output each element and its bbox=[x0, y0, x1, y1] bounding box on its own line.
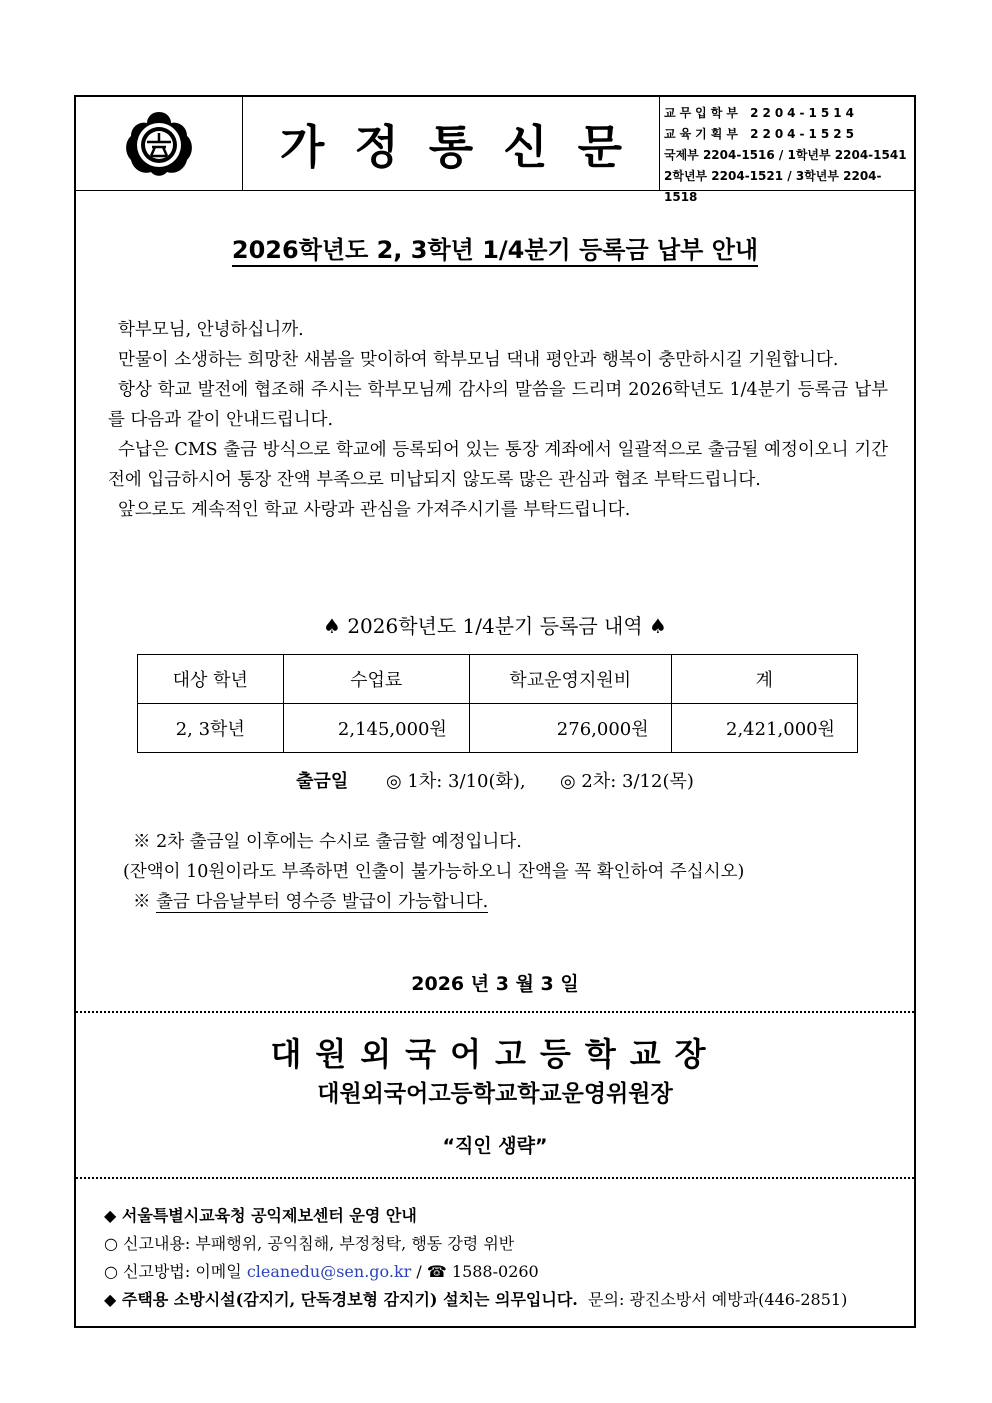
committee-name: 대원외국어고등학교학교운영위원장 bbox=[317, 1081, 673, 1107]
divider bbox=[76, 1177, 914, 1179]
header bbox=[76, 97, 914, 204]
footer-line: ○ 신고방법: 이메일 cleanedu@sen.go.kr / ☎ 1588-0260 bbox=[104, 1262, 539, 1281]
notice-body bbox=[108, 315, 888, 525]
footer-line: ◆ 서울특별시교육청 공익제보센터 운영 안내 bbox=[104, 1206, 417, 1225]
body-paragraph: 항상 학교 발전에 협조해 주시는 학부모님께 감사의 말씀을 드리며 2026학년도 1/4분기 등록금 납부를 다음과 같이 안내드립니다. bbox=[108, 380, 888, 430]
footer-line: ◆ 주택용 소방시설(감지기, 단독경보형 감지기) 설치는 의무입니다. 문의: 광진소방서 예방과(446-2851) bbox=[104, 1290, 848, 1309]
table-header-cell: 계 bbox=[671, 655, 857, 704]
body-paragraph: 학부모님, 안녕하십니까. bbox=[118, 320, 304, 340]
table-cell: 276,000원 bbox=[469, 704, 671, 753]
fee-table-title: ♠ 2026학년도 1/4분기 등록금 내역 ♠ bbox=[323, 614, 667, 638]
fee-table bbox=[137, 654, 858, 753]
email-link[interactable]: cleanedu@sen.go.kr bbox=[246, 1262, 412, 1281]
notice-title: 2026학년도 2, 3학년 1/4분기 등록금 납부 안내 bbox=[76, 230, 914, 265]
logo-cell bbox=[76, 97, 243, 190]
phone-directory bbox=[664, 103, 914, 204]
issue-date: 2026 년 3 월 3 일 bbox=[411, 973, 579, 995]
principal-name: 대원외국어고등학교장 bbox=[270, 1035, 720, 1073]
body-paragraph: 앞으로도 계속적인 학교 사랑과 관심을 가져주시기를 부탁드립니다. bbox=[118, 500, 631, 520]
footer-notice bbox=[104, 1202, 847, 1314]
divider bbox=[76, 1011, 914, 1013]
phone-line: 교육기획부 2204-1525 bbox=[664, 127, 858, 141]
phone-line: 국제부 2204-1516 / 1학년부 2204-1541 bbox=[664, 148, 907, 162]
withdraw-dates bbox=[76, 767, 914, 793]
withdraw-label: 출금일 bbox=[296, 771, 349, 792]
body-paragraph: 만물이 소생하는 희망찬 새봄을 맞이하여 학부모님 댁내 평안과 행복이 충만하시길 기원합니다. bbox=[118, 350, 839, 370]
table-cell: 2,421,000원 bbox=[671, 704, 857, 753]
phone-line: 교무입학부 2204-1514 bbox=[664, 106, 858, 120]
receipt-note: 출금 다음날부터 영수증 발급이 가능합니다. bbox=[156, 892, 489, 912]
page-title: 가정통신문 bbox=[279, 119, 653, 174]
withdraw-first: ◎ 1차: 3/10(화), bbox=[386, 771, 526, 792]
table-cell: 2,145,000원 bbox=[283, 704, 469, 753]
notes bbox=[123, 827, 745, 917]
table-cell: 2, 3학년 bbox=[138, 704, 284, 753]
table-header-cell: 대상 학년 bbox=[138, 655, 284, 704]
body-paragraph: 수납은 CMS 출금 방식으로 학교에 등록되어 있는 통장 계좌에서 일괄적으로 출금될 예정이오니 기간 전에 입금하시어 통장 잔액 부족으로 미납되지 않도록 많은 관심과 협조 부탁드립니다. bbox=[108, 440, 888, 490]
table-header-cell: 수업료 bbox=[283, 655, 469, 704]
table-header-row bbox=[138, 655, 858, 704]
note-line: (잔액이 10원이라도 부족하면 인출이 불가능하오니 잔액을 꼭 확인하여 주십시오) bbox=[123, 862, 745, 882]
note-line: ※ 출금 다음날부터 영수증 발급이 가능합니다. bbox=[133, 892, 489, 912]
phone-line: 2학년부 2204-1521 / 3학년부 2204-1518 bbox=[664, 169, 882, 204]
note-line: ※ 2차 출금일 이후에는 수시로 출금할 예정입니다. bbox=[133, 832, 522, 852]
seal-note: “직인 생략” bbox=[442, 1135, 548, 1157]
school-emblem-icon bbox=[121, 109, 197, 179]
footer-line: ○ 신고내용: 부패행위, 공익침해, 부정청탁, 행동 강령 위반 bbox=[104, 1234, 515, 1253]
table-row bbox=[138, 704, 858, 753]
table-header-cell: 학교운영지원비 bbox=[469, 655, 671, 704]
title-cell bbox=[243, 97, 660, 190]
document-frame bbox=[74, 95, 916, 1328]
withdraw-second: ◎ 2차: 3/12(목) bbox=[559, 771, 694, 792]
